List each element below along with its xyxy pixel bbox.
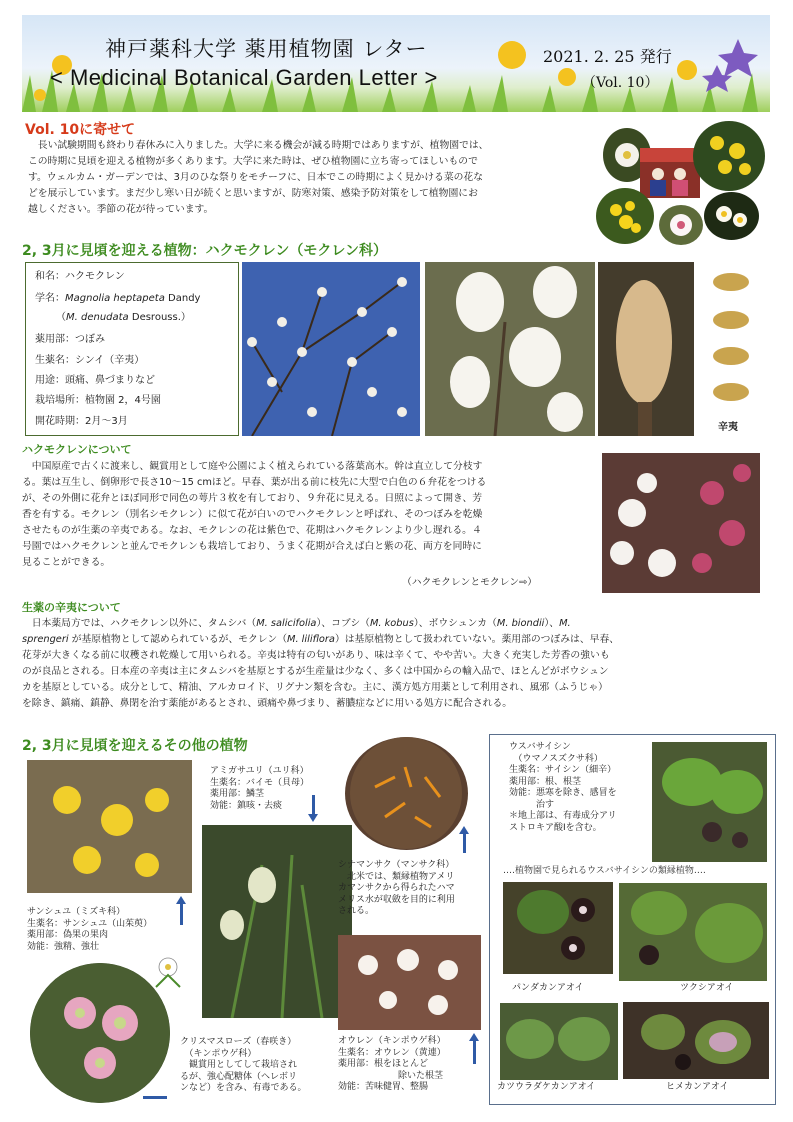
profile-use: 用途：頭痛、鼻づまりなど <box>35 375 155 386</box>
hina-dolls-photo <box>640 148 700 198</box>
about-note: （ハクモクレンとモクレン⇨） <box>402 577 538 588</box>
shinamansaku-caption: シナマンサク（マンサク科） 北米では、類縁植物アメリ カマンサクから得られたハマ メリス水が収斂を目的に利用 される。 <box>338 860 455 916</box>
magnolia-bud-photo <box>598 262 694 436</box>
letter-title-en: < Medicinal Botanical Garden Letter > <box>50 65 438 90</box>
profile-synonym: （M. denudata Desrouss.） <box>56 312 191 323</box>
amigasayuri-caption: アミガサユリ（ユリ科） 生薬名：バイモ（貝母） 薬用部：鱗茎 効能：鎮咳・去痰 <box>210 766 310 811</box>
shinamansaku-arrow <box>463 833 466 853</box>
sanshuyu-arrow <box>180 903 183 925</box>
amigasayuri-photo <box>202 825 352 1018</box>
usubasaishin-caption: ウスバサイシン （ウマノスズクサ科） 生薬名：サイシン（細辛） 薬用部：根、根茎 効能：悪寒を除き、感冒を 治す ＊地上部は、有毒成分アリ ストロキア酸Ⅰを含む。 <box>509 742 617 833</box>
ouren-photo <box>338 935 481 1030</box>
panda-kanaoi-label: パンダカンアオイ <box>512 983 584 993</box>
about-heading: ハクモクレンについて <box>22 443 132 456</box>
amigasayuri-arrow <box>312 795 315 815</box>
hakumokuren-profile-box <box>25 262 239 436</box>
letter-title-jp: 神戸薬科大学 薬用植物園 レター <box>105 37 428 61</box>
tsukushiaoi-photo <box>619 883 767 981</box>
profile-flowering: 開花時期：2月～3月 <box>35 416 128 427</box>
usubasaishin-photo <box>652 742 767 862</box>
magnolia-tree-photo <box>242 262 420 436</box>
ouren-caption: オウレン（キンポウゲ科） 生薬名：オウレン（黄連） 薬用部：根をほとんど 除いた根茎 効能：苦味健胃、整腸 <box>338 1036 446 1092</box>
intro-text: 長い試験期間も終わり春休みに入りました。大学に来る機会が減る時期ではありますが、植物園では、 この時期に見頃を迎える植物が多くあります。大学に来た時は、ぜひ植物園に立ち寄ってほしいもので す。ウェルカム・ガーデンでは、3月のひな祭りをモチーフに、日本でこの時期によく見かける菜の花な どを展示しています。まだ少し寒い日が続くと思いますが、防寒対策、感染予防対策をして植物園にお 越しください。季節の花が待っています。 <box>28 140 489 215</box>
hime-kanaoi-photo <box>623 1002 769 1079</box>
katsuradake-kanaoi-photo <box>500 1003 618 1080</box>
pink-flower-photo <box>659 205 703 245</box>
daffodil-photo <box>704 192 759 240</box>
magnolia-flower-photo <box>425 262 595 436</box>
profile-medicinal-part: 薬用部：つぼみ <box>35 334 105 345</box>
profile-crude-drug: 生薬名：シンイ（辛夷） <box>35 355 145 366</box>
christmas-rose-caption: クリスマスローズ（春咲き） （キンポウゲ科） 観賞用としてして栽培され るが、強心配糖体（ヘレボリ ンなど）を含み、有毒である。 <box>180 1037 307 1093</box>
sanshuyu-photo <box>27 760 192 893</box>
profile-scientific-name: 学名：Magnolia heptapeta Dandy <box>35 293 201 304</box>
christmas-rose-illustration <box>150 953 187 989</box>
magnolia-comparison-photo <box>602 453 760 593</box>
shini-caption: 辛夷 <box>718 422 738 433</box>
yellow-flower-photo <box>693 121 765 191</box>
issue-volume: （Vol. 10） <box>582 75 659 91</box>
hime-kanaoi-label: ヒメカンアオイ <box>666 1082 729 1092</box>
about-text: 中国原産で古くに渡来し、観賞用として庭や公園によく植えられている落葉高木。幹は直立して分枝す る。葉は互生し、倒卵形で長さ10～15 cmほど。早春、葉が出る前に枝先に大型で白色の６弁花をつける が、その外側に花弁とほぼ同形で同色の萼片３枚を有しており、９弁花に見える。日照によって開き、芳 香を有する。モクレン（別名シモクレン）に似て花が白いのでハクモクレンと呼ばれ、そのつぼみを乾燥 させたものが生薬の辛夷である。なお、モクレンの花は紫色で、花期はハクモクレンより少し遅れる。４ 号園ではハクモクレンと並んでモクレンも栽培しており、うまく花期が合えば白と紫の花、両方を同時に 見ることができる。 <box>22 461 487 568</box>
profile-location: 栽培場所：植物園 2，4号園 <box>35 395 161 406</box>
christmas-rose-photo <box>30 963 170 1103</box>
christmas-rose-arrow <box>143 1096 167 1099</box>
panda-kanaoi-photo <box>503 882 613 974</box>
tsukushiaoi-label: ツクシアオイ <box>680 983 734 993</box>
shinamansaku-photo <box>345 737 468 850</box>
crude-drug-text: 日本薬局方では、ハクモクレン以外に、タムシバ（M. salicifolia）、コブシ（M. kobus）、ボウシュンカ（M. biondii）、M. sprengeri が基原植物として認められているが、モクレン（M. liliflora）は基原植物として扱われていない。薬用部のつぼみは、早春、 花芽が大きくなる前に収穫され乾燥して用いられる。辛夷は特有の匂いがあり、味は辛くて、やや苦い。大きく充実した芳香の強いも のが良品とされる。日本産の辛夷は主にタムシバを基原とするが生産量は少なく、多くは中国からの輸入品で、ほとんどがボウシュン カを基原としている。成分として、精油、アルカロイド、リグナン類を含む。主に、漢方処方用薬として利用され、風邪（ふうじゃ） を除き、鎮痛、鎮静、鼻閉を治す薬能があるとされ、頭痛や鼻づまり、蓄膿症などに用いる処方に配合される。 <box>22 618 620 709</box>
issue-date: 2021. 2. 25 発行 <box>543 47 672 66</box>
intro-heading: Vol. 10に寄せて <box>25 122 136 138</box>
katsuradake-kanaoi-label: カツウラダケカンアオイ <box>497 1082 596 1092</box>
shini-buds-photo <box>699 262 761 436</box>
rapeseed-photo <box>596 188 654 244</box>
feature-heading: 2, 3月に見頃を迎える植物：ハクモクレン（モクレン科） <box>22 243 387 259</box>
crude-drug-heading: 生薬の辛夷について <box>22 601 121 614</box>
sanshuyu-caption: サンシュユ（ミズキ科） 生薬名：サンシュユ（山茱萸） 薬用部：偽果の果肉 効能：強精、強壮 <box>27 907 153 952</box>
other-plants-heading: 2, 3月に見頃を迎えるその他の植物 <box>22 738 248 754</box>
profile-japanese-name: 和名：ハクモクレン <box>35 271 125 282</box>
related-plants-divider: ‥‥植物園で見られるウスバサイシンの類縁植物‥‥ <box>503 866 706 876</box>
